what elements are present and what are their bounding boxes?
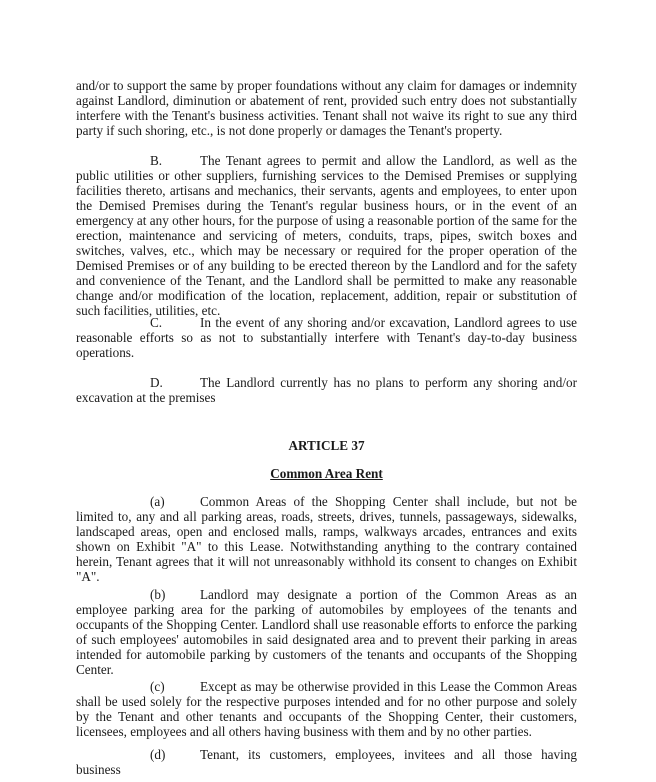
paragraph-label: B. [150, 153, 163, 168]
article-heading-text: Common Area Rent [270, 466, 383, 481]
section-b [76, 587, 577, 677]
section-text: Common Areas of the Shopping Center shall include, but not be limited to, any and all parking areas, roads, streets, drives, tunnels, passageways, sidewalks, landscaped areas, open and enclosed malls, ramps, walkways arcades, entrances and exits shown on Exhibit "A" to this Lease. Notwithstanding anything to the contrary contained herein, Tenant agrees that it will not unreasonably withhold its consent to changes on Exhibit "A". [76, 494, 577, 584]
section-label: (d) [150, 747, 166, 762]
paragraph-label: D. [150, 375, 163, 390]
paragraph-text: In the event of any shoring and/or excavation, Landlord agrees to use reasonable efforts so as not to substantially interfere with Tenant's day-to-day business operations. [76, 315, 577, 360]
paragraph-d [76, 375, 577, 405]
section-text: Landlord may designate a portion of the Common Areas as an employee parking area for the parking of automobiles by employees of the tenants and occupants of the Shopping Center. Landlord shall use reasonable efforts to enforce the parking of such employees' automobiles in said designated area and to prevent their parking in areas intended for automobile parking by customers of the tenants and occupants of the Shopping Center. [76, 587, 577, 677]
article-title: ARTICLE 37 [288, 438, 365, 453]
paragraph-c [76, 315, 577, 360]
section-text: Except as may be otherwise provided in this Lease the Common Areas shall be used solely for the respective purposes intended and for no other purpose and solely by the Tenant and other tenants and occupants of the Shopping Center, their customers, licensees, employees and all others having business with them and by no other parties. [76, 679, 577, 739]
paragraph-label: C. [150, 315, 163, 330]
section-label: (c) [150, 679, 165, 694]
section-label: (a) [150, 494, 165, 509]
section-c [76, 679, 577, 739]
paragraph-text: The Landlord currently has no plans to perform any shoring and/or excavation at the premises [76, 375, 577, 405]
section-d [76, 747, 577, 777]
paragraph-text: The Tenant agrees to permit and allow the Landlord, as well as the public utilities or other suppliers, furnishing services to the Demised Premises or supplying facilities thereto, artisans and mechanics, their servants, agents and employees, to enter upon the Demised Premises during the Tenant's regular business hours, or in the event of an emergency at any other hours, for the purpose of using a reasonable portion of the same for the erection, maintenance and servicing of meters, conduits, traps, pipes, switch boxes and switches, valves, etc., which may be necessary or required for the proper operation of the Demised Premises or of any building to be erected thereon by the Landlord and for the safety and convenience of the Tenant, and the Landlord shall be permitted to make any reasonable change and/or modification of the location, replacement, addition, repair or substitution of such facilities, utilities, etc. [76, 153, 577, 318]
article-heading [76, 466, 577, 481]
section-a [76, 494, 577, 584]
paragraph-continuation: and/or to support the same by proper foundations without any claim for damages or indemnity against Landlord, diminution or abatement of rent, provided such entry does not substantially interfere with the Tenant's business activities. Tenant shall not waive its right to sue any third party if such shoring, etc., is not done properly or damages the Tenant's property. [76, 78, 577, 138]
section-text: Tenant, its customers, employees, invitees and all those having business [76, 747, 577, 777]
paragraph-b [76, 153, 577, 318]
section-label: (b) [150, 587, 166, 602]
